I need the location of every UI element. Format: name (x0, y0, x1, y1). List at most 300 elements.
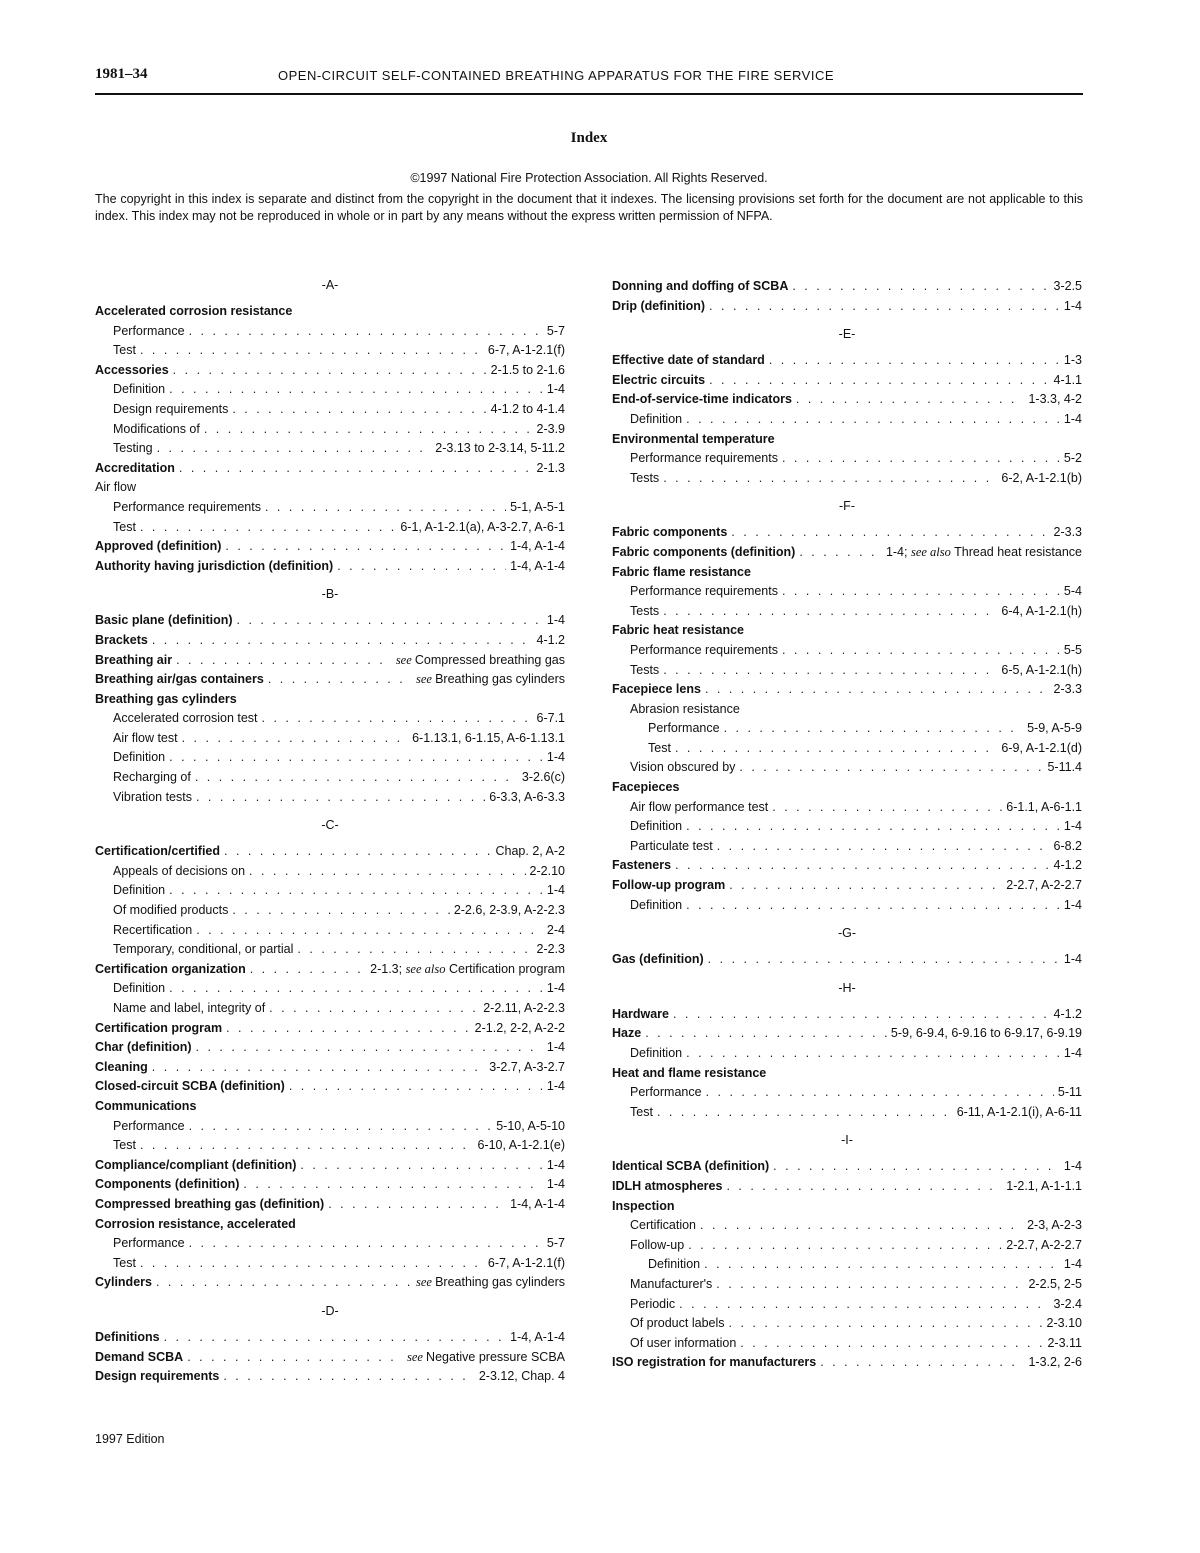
index-locator: 3-2.6(c) (521, 770, 565, 785)
index-term: Accessories (95, 362, 169, 377)
index-locator: 6-7.1 (536, 711, 565, 726)
index-term: Breathing gas cylinders (95, 691, 237, 706)
index-entry (612, 430, 1082, 450)
leader-dots (704, 1255, 1060, 1275)
index-entry (612, 1103, 1082, 1123)
leader-dots (237, 611, 543, 631)
index-locator: 1-4 (546, 1157, 565, 1172)
leader-dots (182, 729, 409, 749)
leader-dots (724, 719, 1024, 739)
leader-dots (173, 361, 487, 381)
leader-dots (686, 817, 1060, 837)
index-term: Air flow test (113, 730, 178, 745)
index-locator: 2-3.12, Chap. 4 (478, 1369, 565, 1384)
index-column-left (95, 277, 565, 1387)
leader-dots (196, 788, 485, 808)
index-term: Definitions (95, 1329, 160, 1344)
leader-dots (729, 1314, 1043, 1334)
index-term: Particulate test (630, 838, 713, 853)
index-term: Effective date of standard (612, 353, 765, 368)
index-locator: 6-2, A-1-2.1(b) (1001, 470, 1082, 485)
index-entry (612, 1314, 1082, 1334)
index-entry (95, 518, 565, 538)
leader-dots (709, 297, 1060, 317)
index-locator: see Compressed breathing gas (395, 652, 565, 667)
index-entry (612, 1024, 1082, 1044)
index-entry (95, 709, 565, 729)
index-entry (95, 881, 565, 901)
index-entry (612, 1353, 1082, 1373)
index-column-right (612, 277, 1082, 1373)
index-term: Certification program (95, 1020, 223, 1035)
leader-dots (820, 1353, 1024, 1373)
index-entry (612, 758, 1082, 778)
index-locator: 1-4; see also Thread heat resistance (885, 544, 1082, 559)
leader-dots (140, 1136, 474, 1156)
leader-dots (249, 862, 526, 882)
index-locator: 1-4, A-1-4 (510, 1329, 565, 1344)
index-term: Definition (630, 1046, 683, 1060)
index-term: Breathing air/gas containers (95, 672, 264, 687)
index-entry (95, 1175, 565, 1195)
leader-dots (706, 1083, 1054, 1103)
index-entry (612, 896, 1082, 916)
index-entry (95, 1215, 565, 1235)
index-entry (612, 719, 1082, 739)
index-locator: 6-4, A-1-2.1(h) (1001, 603, 1082, 618)
leader-dots (232, 400, 486, 420)
leader-dots (140, 518, 396, 538)
index-locator: 6-11, A-1-2.1(i), A-6-11 (956, 1104, 1082, 1119)
leader-dots (169, 979, 543, 999)
index-term: Compliance/compliant (definition) (95, 1157, 297, 1172)
index-locator: 2-2.11, A-2-2.3 (483, 1001, 565, 1015)
index-entry (95, 1156, 565, 1176)
index-entry (95, 400, 565, 420)
leader-dots (657, 1103, 953, 1123)
leader-dots (187, 1348, 403, 1368)
index-entry (95, 537, 565, 557)
running-title: OPEN-CIRCUIT SELF-CONTAINED BREATHING APPARATUS FOR THE FIRE SERVICE (278, 68, 834, 83)
index-term: Name and label, integrity of (113, 1001, 266, 1015)
header-rule (95, 93, 1083, 95)
leader-dots (189, 1234, 543, 1254)
index-term: Performance (630, 1085, 702, 1100)
leader-dots (716, 1275, 1024, 1295)
index-entry (612, 661, 1082, 681)
section-letter-heading: -D- (321, 1303, 339, 1318)
index-entry (95, 788, 565, 808)
index-locator: 1-4 (546, 1177, 565, 1192)
leader-dots (686, 896, 1060, 916)
index-locator: 2-3.3 (1053, 682, 1082, 697)
leader-dots (140, 1254, 484, 1274)
index-term: Facepieces (612, 780, 680, 795)
index-term: Corrosion resistance, accelerated (95, 1216, 296, 1231)
leader-dots (156, 1273, 412, 1293)
index-locator: 2-3.11 (1047, 1335, 1082, 1350)
index-entry (95, 768, 565, 788)
section-letter-heading: -G- (837, 926, 857, 941)
section-letter-heading: -A- (321, 278, 339, 292)
index-entry (95, 1234, 565, 1254)
index-term: Performance (113, 323, 185, 338)
index-locator: see Breathing gas cylinders (415, 1275, 565, 1290)
index-entry (612, 371, 1082, 391)
index-entry (612, 410, 1082, 430)
index-term: Test (113, 519, 136, 534)
index-locator: 1-2.1, A-1-1.1 (1006, 1178, 1082, 1193)
index-term: Definition (113, 981, 166, 996)
leader-dots (663, 661, 997, 681)
index-locator: see Breathing gas cylinders (415, 672, 565, 687)
index-entry (612, 1216, 1082, 1236)
leader-dots (224, 842, 491, 862)
index-entry (612, 837, 1082, 857)
index-locator: 2-3, A-2-3 (1027, 1218, 1082, 1233)
index-entry (612, 700, 1082, 720)
index-locator: 1-4 (1063, 897, 1082, 912)
index-locator: 1-4 (546, 1079, 565, 1094)
section-letter-heading: -C- (321, 818, 339, 833)
index-term: Basic plane (definition) (95, 613, 233, 628)
index-term: Brackets (95, 632, 148, 647)
section-letter-heading: -H- (838, 980, 856, 995)
index-entry (612, 602, 1082, 622)
index-term: Facepiece lens (612, 682, 701, 697)
index-locator: 1-3.3, 4-2 (1028, 392, 1082, 407)
index-term: Performance requirements (630, 584, 778, 599)
index-entry (95, 1195, 565, 1215)
index-entry (95, 478, 565, 498)
index-term: Performance requirements (630, 642, 778, 657)
leader-dots (773, 1157, 1060, 1177)
leader-dots (679, 1295, 1049, 1315)
index-term: Fabric components (definition) (612, 544, 796, 559)
index-term: Fasteners (612, 858, 672, 873)
index-term: Design requirements (113, 401, 229, 416)
index-locator: 1-4 (1063, 298, 1082, 313)
leader-dots (708, 950, 1060, 970)
index-entry (95, 439, 565, 459)
leader-dots (705, 680, 1050, 700)
leader-dots (179, 459, 533, 479)
index-entry (95, 1254, 565, 1274)
index-term: Accelerated corrosion resistance (95, 304, 293, 318)
index-locator: 6-8.2 (1053, 838, 1082, 853)
index-locator: 5-9, A-5-9 (1027, 721, 1082, 736)
index-locator: 2-1.3 (536, 460, 565, 475)
index-locator: 1-4 (546, 1040, 565, 1055)
index-entry (612, 1295, 1082, 1315)
leader-dots (686, 410, 1060, 430)
leader-dots (196, 921, 543, 941)
index-locator: 2-2.10 (529, 863, 565, 878)
index-locator: 2-2.7, A-2-2.7 (1006, 878, 1082, 893)
index-term: Drip (definition) (612, 298, 706, 313)
page-number: 1981–34 (95, 66, 148, 82)
index-term: Recharging of (113, 770, 191, 785)
index-locator: 2-2.3 (536, 942, 565, 957)
leader-dots (269, 999, 479, 1019)
index-locator: 4-1.2 to 4-1.4 (490, 401, 565, 416)
index-entry (95, 341, 565, 361)
leader-dots (772, 798, 1002, 818)
index-term: ISO registration for manufacturers (612, 1355, 817, 1370)
index-term: Vision obscured by (630, 760, 736, 775)
index-entry (612, 390, 1082, 410)
index-entry (612, 1083, 1082, 1103)
index-entry (95, 690, 565, 710)
section-letter-heading: -B- (321, 587, 339, 602)
leader-dots (265, 498, 506, 518)
leader-dots (337, 557, 506, 577)
leader-dots (700, 1216, 1023, 1236)
index-entry (95, 670, 565, 690)
index-locator: 6-9, A-1-2.1(d) (1001, 740, 1082, 755)
leader-dots (675, 856, 1049, 876)
index-entry (95, 557, 565, 577)
leader-dots (169, 881, 543, 901)
leader-dots (152, 1058, 485, 1078)
leader-dots (769, 351, 1060, 371)
index-locator: 2-1.3; see also Certification program (370, 961, 565, 976)
leader-dots (204, 420, 533, 440)
index-entry (95, 862, 565, 882)
index-term: Definition (113, 382, 166, 397)
index-entry (95, 960, 565, 980)
index-entry (612, 621, 1082, 641)
index-entry (612, 1197, 1082, 1217)
leader-dots (195, 768, 518, 788)
index-entry (612, 739, 1082, 759)
index-term: Manufacturer's (630, 1276, 713, 1291)
leader-dots (250, 960, 366, 980)
leader-dots (169, 748, 543, 768)
leader-dots (663, 469, 997, 489)
index-locator: 5-7 (546, 1236, 565, 1251)
index-term: Certification organization (95, 961, 246, 976)
index-entry (95, 1367, 565, 1387)
index-entry (95, 979, 565, 999)
leader-dots (731, 523, 1049, 543)
index-locator: 5-9, 6-9.4, 6-9.16 to 6-9.17, 6-9.19 (890, 1026, 1082, 1041)
leader-dots (782, 641, 1060, 661)
index-term: Fabric flame resistance (612, 564, 751, 579)
index-locator: 6-10, A-1-2.1(e) (477, 1138, 565, 1153)
leader-dots (645, 1024, 887, 1044)
index-term: Inspection (612, 1198, 675, 1213)
index-entry (612, 1157, 1082, 1177)
index-locator: see Negative pressure SCBA (406, 1349, 565, 1364)
index-entry (95, 302, 565, 322)
index-entry (612, 817, 1082, 837)
leader-dots (262, 709, 533, 729)
index-term: Testing (113, 441, 153, 456)
index-locator: 1-4 (1063, 819, 1082, 834)
index-term: Hardware (612, 1006, 669, 1021)
index-locator: 4-1.2 (1053, 858, 1082, 873)
leader-dots (152, 631, 533, 651)
leader-dots (673, 1005, 1050, 1025)
index-entry (612, 680, 1082, 700)
index-entry (612, 277, 1082, 297)
index-locator: 2-3.13 to 2-3.14, 5-11.2 (435, 441, 565, 456)
index-entry (95, 631, 565, 651)
index-locator: 2-1.5 to 2-1.6 (490, 362, 565, 377)
index-locator: 1-4 (546, 613, 565, 628)
index-locator: 1-4 (1063, 1257, 1082, 1272)
leader-dots (782, 449, 1060, 469)
index-term: Components (definition) (95, 1177, 240, 1192)
index-term: Follow-up program (612, 878, 726, 893)
index-entry (612, 641, 1082, 661)
leader-dots (782, 582, 1060, 602)
index-locator: 3-2.4 (1053, 1296, 1082, 1311)
index-term: Definition (630, 819, 683, 834)
index-term: Heat and flame resistance (612, 1065, 767, 1080)
index-locator: 1-4 (1063, 952, 1082, 967)
leader-dots (799, 543, 882, 563)
index-entry (95, 729, 565, 749)
index-locator: 5-5 (1063, 642, 1082, 657)
index-entry (95, 651, 565, 671)
index-entry (95, 611, 565, 631)
index-term: Of user information (630, 1335, 737, 1350)
index-locator: Chap. 2, A-2 (495, 844, 565, 859)
index-entry (95, 748, 565, 768)
index-entry (95, 940, 565, 960)
index-locator: 5-1, A-5-1 (510, 499, 565, 514)
leader-dots (717, 837, 1050, 857)
section-letter-heading: -I- (841, 1133, 853, 1148)
index-term: Breathing air (95, 652, 173, 667)
index-locator: 1-4 (546, 750, 565, 765)
index-locator: 2-2.5, 2-5 (1028, 1276, 1082, 1291)
index-locator: 1-3.2, 2-6 (1028, 1355, 1082, 1370)
index-term: Follow-up (630, 1237, 685, 1252)
index-entry (612, 523, 1082, 543)
index-locator: 2-4 (546, 922, 565, 937)
copyright-line: ©1997 National Fire Protection Association. All Rights Reserved. (410, 171, 768, 185)
index-term: Certification (630, 1218, 696, 1233)
index-locator: 5-2 (1063, 451, 1082, 466)
index-locator: 3-2.5 (1053, 279, 1082, 293)
index-entry (95, 842, 565, 862)
index-term: Of modified products (113, 903, 229, 918)
leader-dots (289, 1077, 543, 1097)
index-term: Cleaning (95, 1059, 148, 1074)
index-term: Modifications of (113, 421, 200, 436)
leader-dots (688, 1236, 1002, 1256)
leader-dots (157, 439, 432, 459)
index-term: Cylinders (95, 1275, 152, 1290)
index-entry (95, 901, 565, 921)
index-locator: 2-3.3 (1053, 525, 1082, 540)
index-term: Identical SCBA (definition) (612, 1159, 770, 1174)
leader-dots (268, 670, 412, 690)
index-term: End-of-service-time indicators (612, 392, 792, 407)
index-locator: 1-4 (1063, 1159, 1082, 1174)
index-entry (612, 1334, 1082, 1354)
index-entry (612, 1275, 1082, 1295)
index-locator: 2-3.10 (1046, 1316, 1082, 1331)
index-entry (95, 1117, 565, 1137)
index-locator: 1-4 (546, 382, 565, 397)
index-term: Test (648, 740, 671, 755)
leader-dots (663, 602, 997, 622)
leader-dots (675, 739, 997, 759)
leader-dots (196, 1038, 543, 1058)
edition-footer: 1997 Edition (95, 1432, 165, 1446)
leader-dots (796, 390, 1025, 410)
index-entry (612, 856, 1082, 876)
index-term: Definition (630, 411, 683, 426)
index-locator: 4-1.1 (1053, 372, 1082, 387)
leader-dots (189, 322, 543, 342)
index-term: Air flow (95, 480, 136, 495)
index-term: Electric circuits (612, 372, 706, 387)
index-locator: 2-3.9 (536, 421, 565, 436)
index-entry (95, 361, 565, 381)
index-locator: 1-4, A-1-4 (510, 539, 565, 554)
index-locator: 6-5, A-1-2.1(h) (1001, 662, 1082, 677)
index-entry (95, 1136, 565, 1156)
index-locator: 6-1.1, A-6-1.1 (1006, 799, 1082, 814)
index-entry (612, 582, 1082, 602)
index-entry (95, 921, 565, 941)
index-term: Performance (113, 1236, 185, 1251)
leader-dots (726, 1177, 1002, 1197)
index-term: Closed-circuit SCBA (definition) (95, 1079, 285, 1094)
leader-dots (297, 940, 532, 960)
index-term: Of product labels (630, 1316, 725, 1331)
index-entry (612, 1005, 1082, 1025)
index-entry (95, 1058, 565, 1078)
index-entry (612, 469, 1082, 489)
leader-dots (792, 277, 1049, 297)
index-term: Recertification (113, 922, 193, 937)
index-term: Approved (definition) (95, 539, 222, 554)
index-entry (95, 1019, 565, 1039)
index-term: Abrasion resistance (630, 701, 740, 716)
index-locator: 5-11 (1057, 1085, 1082, 1100)
index-locator: 6-3.3, A-6-3.3 (489, 789, 565, 804)
index-term: Test (113, 1138, 136, 1153)
index-locator: 3-2.7, A-3-2.7 (489, 1059, 565, 1074)
index-entry (95, 1328, 565, 1348)
index-term: Communications (95, 1098, 197, 1113)
index-term: Periodic (630, 1296, 676, 1311)
copyright-notice: The copyright in this index is separate and distinct from the copyright in the document that it indexes. The licensing provisions set forth for the document are not applicable to this index. This index may not be reproduced in whole or in part by any means without the express written permission of NFPA. (95, 192, 1083, 223)
index-entry (612, 798, 1082, 818)
index-entry (95, 1077, 565, 1097)
leader-dots (328, 1195, 506, 1215)
page-header (95, 66, 1083, 90)
index-entry (612, 449, 1082, 469)
index-term: Tests (630, 603, 660, 618)
leader-dots (740, 1334, 1043, 1354)
index-locator: 4-1.2 (536, 632, 565, 647)
index-term: Accelerated corrosion test (113, 711, 258, 726)
index-term: Definition (648, 1257, 701, 1272)
leader-dots (739, 758, 1043, 778)
index-locator: 6-7, A-1-2.1(f) (487, 1255, 565, 1270)
index-term: Definition (113, 883, 166, 898)
index-term: Tests (630, 662, 660, 677)
index-entry (612, 351, 1082, 371)
leader-dots (176, 651, 392, 671)
